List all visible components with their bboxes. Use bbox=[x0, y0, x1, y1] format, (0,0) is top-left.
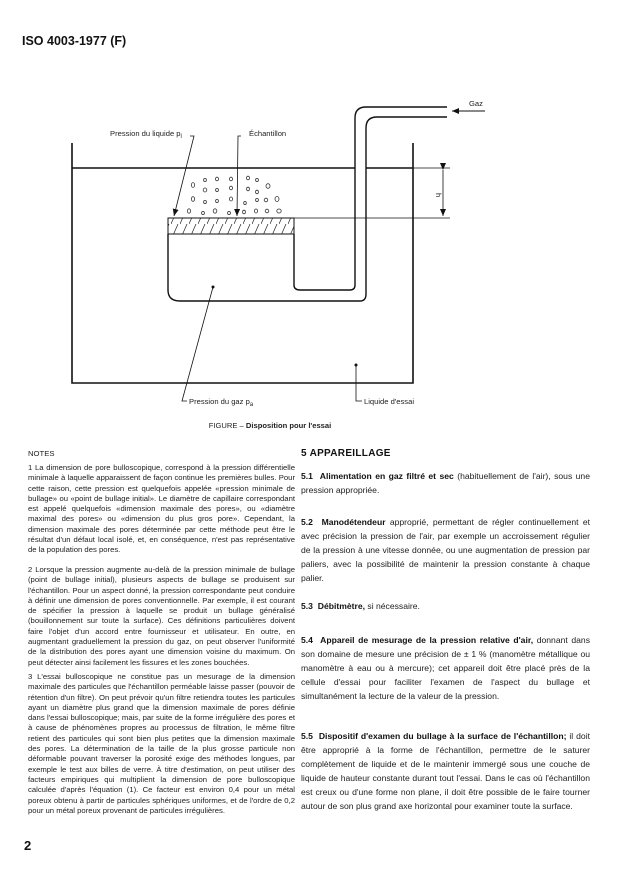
clause-5-1: 5.1 Alimentation en gaz filtré et sec (habituellement de l'air), sous une pression appropriée. bbox=[301, 471, 590, 495]
sample-holder bbox=[168, 107, 447, 301]
clause-5-3: 5.3 Débitmètre, si nécessaire. bbox=[301, 601, 420, 611]
notes-title: NOTES bbox=[28, 449, 55, 458]
liquid-pressure-label: Pression du liquide $p_l$ bbox=[110, 129, 182, 140]
section-heading: 5 APPAREILLAGE bbox=[301, 448, 391, 459]
tank bbox=[72, 143, 413, 383]
gas-pressure-label: Pression du gaz $p_a$ bbox=[189, 397, 254, 408]
gas-pressure-leader bbox=[182, 287, 213, 401]
clause-5-5: 5.5 Dispositif d'examen du bullage à la surface de l'échantillon; il doit être approprié à la forme de l'échantillon, permettre de le saturer complètement de liquide et de le maintenir immergé sous une couche de liquide de hauteur constante durant tout l'essai. Dans le cas où l'échantillon est creux ou d'une forme non plane, il doit être possible de le faire tourner autour de son plus grand axe horizontal pour examiner toute la surface. bbox=[301, 731, 590, 811]
caption-title: Disposition pour l'essai bbox=[245, 421, 332, 430]
liquid-pressure-leader bbox=[174, 136, 194, 216]
sample-label: Échantillon bbox=[249, 129, 287, 138]
sample bbox=[168, 218, 294, 234]
bubbles bbox=[187, 176, 281, 214]
clause-5-2: 5.2 Manodétendeur approprié, permettant de régler continuellement et avec précision la pression de l'air, par exemple un accroissement régulier de la pression à une vitesse donnée, ou une augmentation de pression par paliers, avec la possibilité de maintenir la pression constante à chaque palier. bbox=[301, 517, 591, 583]
h-dimension bbox=[294, 168, 450, 218]
clause-5-4: 5.4 Appareil de mesurage de la pression relative d'air, donnant dans son domaine de mesure une précision de ± 1 % (manomètre métallique ou manomètre à eau ou à mercure); cet appareil doit être placé près de la cellule d'essai pour faciliter l'examen de l'aspect du bullage et simultanément la lecture de la valeur de la pression. bbox=[301, 635, 591, 701]
test-setup-figure bbox=[0, 0, 620, 420]
note-3: 3 L'essai bulloscopique ne constitue pas un mesurage de la dimension maximale des particules que l'échantillon perméable laisse passer (pouvoir de rétention d'un filtre). On peut prévoir qu'un filtre retiendra toutes les particules ayant un diamètre plus grand que la dimension maximale de pores définie dans l'essai bulloscopique; mais, par suite de la forme irrégulière des pores et à cause de phénomènes propres au processus de filtration, le même filtre retient des particules qui sont bien plus petites que la dimension maximale des pores. La détermination de la taille de la plus grosse particule non déformable pouvant traverser la porosité exige des méthodes longues, par exemple le test aux billes de verre. À titre d'estimation, on peut utiliser des facteurs empiriques qui multiplient la dimension de pore bulloscopique calculée d'après l'équation (1). Ce facteur est environ 0,4 pour un métal poreux obtenu à partir de particules sphériques uniformes, et de l'ordre de 0,2 pour un métal poreux provenant de particules irrégulières. bbox=[28, 672, 295, 815]
note-2: 2 Lorsque la pression augmente au-delà de la pression minimale de bullage (point de bullage initial), plusieurs aspects de bullage se produisent sur l'échantillon. Pour un aspect donné, la pression correspondante peut conduire à définir une dimension de pores conventionnelle. Par exemple, il est courant de spécifier la pression à laquelle se produit un bullage généralisé (bouillonnement sur toute la surface). Ces définitions particulières doivent faire l'objet d'un accord entre fournisseur et utilisateur. En outre, en augmentant graduellement la pression du gaz, on peut observer l'uniformité de la distribution des pores ayant une dimension voisine du maximum. On peut détecter ainsi facilement les fissures et les zones bouchées. bbox=[28, 565, 295, 667]
test-liquid-label: Liquide d'essai bbox=[364, 397, 415, 406]
sample-leader bbox=[237, 136, 241, 216]
figure-caption bbox=[0, 421, 540, 430]
page-number: 2 bbox=[24, 838, 32, 853]
caption-prefix: FIGURE – bbox=[208, 421, 244, 430]
document-header: ISO 4003-1977 (F) bbox=[22, 34, 127, 48]
note-1: 1 La dimension de pore bulloscopique, correspond à la pression différentielle minimale à laquelle apparaissent de façon continue les premières bulles. Pour cette raison, cette pression est quelquefois appelée «pression minimale de bullage» ou «point de bullage initial». Le diamètre de capillaire correspondant est appelé quelquefois «dimension maximale des pores», ou «diamètre maximal des pores» ou «dimension du plus gros pore». Cependant, la dimension maximale des pores déterminée par cette méthode peut être le résultat d'un défaut local isolé, et, en conséquence, n'est pas représentative de la population des pores. bbox=[28, 463, 295, 555]
h-label: h bbox=[434, 193, 443, 198]
gas-label: Gaz bbox=[469, 99, 483, 108]
